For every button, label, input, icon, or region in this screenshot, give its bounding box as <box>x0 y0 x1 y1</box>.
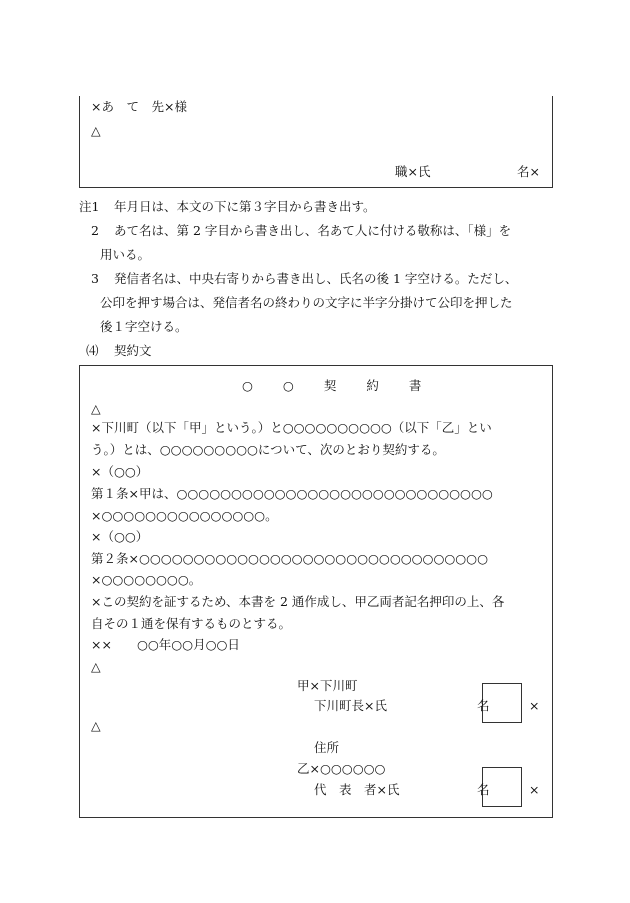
party-b-name: 代 表 者×氏 <box>314 782 400 797</box>
note2-line1: あて名は、第 2 字目から書き出し、名あて人に付ける敬称は、「様」を <box>114 223 512 238</box>
addressee: ×あ て 先×様 <box>91 99 187 114</box>
article2-caption: ×（○○） <box>91 529 149 544</box>
party-a-name: 下川町長×氏 <box>314 698 387 713</box>
article1-line1: 第１条×甲は、○○○○○○○○○○○○○○○○○○○○○○○○○○○○○ <box>91 486 493 501</box>
party-b-label: 乙×○○○○○○ <box>297 761 386 776</box>
article2-line2: ×○○○○○○○○。 <box>91 572 202 587</box>
article1-caption: ×（○○） <box>91 464 149 479</box>
title-char: ○ <box>282 378 294 393</box>
title-char: 契 <box>323 378 337 393</box>
proof-line2: 自その１通を保有するものとする。 <box>91 616 292 631</box>
proof-line1: ×この契約を証するため、本書を 2 通作成し、甲乙両者記名押印の上、各 <box>91 594 505 609</box>
party-a-end: × <box>529 698 540 713</box>
party-a-seal-char: 名 <box>477 698 490 713</box>
sender-name: 名× <box>517 164 540 179</box>
note3-line2: 公印を押す場合は、発信者名の終わりの文字に半字分掛けて公印を押した <box>100 295 513 310</box>
article1-line2: ×○○○○○○○○○○○○○○○。 <box>91 508 278 523</box>
party-a-label: 甲×下川町 <box>297 678 358 693</box>
note2-line2: 用いる。 <box>100 247 151 262</box>
note1-text: 年月日は、本文の下に第３字目から書き出す。 <box>114 199 376 214</box>
intro-line1: ×下川町（以下「甲」という。）と○○○○○○○○○○（以下「乙」とい <box>91 420 492 435</box>
note3-label: 3 <box>91 271 99 286</box>
contract-title <box>242 380 421 393</box>
intro-line2: う。）とは、○○○○○○○○○について、次のとおり契約する。 <box>91 442 445 457</box>
sender-title: 職×氏 <box>395 164 431 179</box>
note3-line3: 後１字空ける。 <box>100 319 188 334</box>
title-char: 約 <box>366 378 379 393</box>
blank-mark: △ <box>91 401 101 416</box>
article2-line1: 第２条×○○○○○○○○○○○○○○○○○○○○○○○○○○○○○○○○ <box>91 551 488 566</box>
party-b-seal-char: 名 <box>477 782 490 797</box>
section-title: 契約文 <box>114 343 152 358</box>
party-b-address-label: 住所 <box>314 740 340 755</box>
blank-mark: △ <box>91 659 101 674</box>
blank-mark: △ <box>91 718 101 733</box>
contract-date: ×× ○○年○○月○○日 <box>91 637 240 652</box>
section-label: ⑷ <box>86 343 99 358</box>
title-char: ○ <box>242 378 253 393</box>
title-char: 書 <box>408 378 422 393</box>
note3-line1: 発信者名は、中央右寄りから書き出し、氏名の後 1 字空ける。ただし、 <box>114 271 518 286</box>
note1-label: 注1 <box>79 199 100 214</box>
party-b-end: × <box>529 782 540 797</box>
blank-mark: △ <box>91 123 101 138</box>
note2-label: 2 <box>91 223 99 238</box>
